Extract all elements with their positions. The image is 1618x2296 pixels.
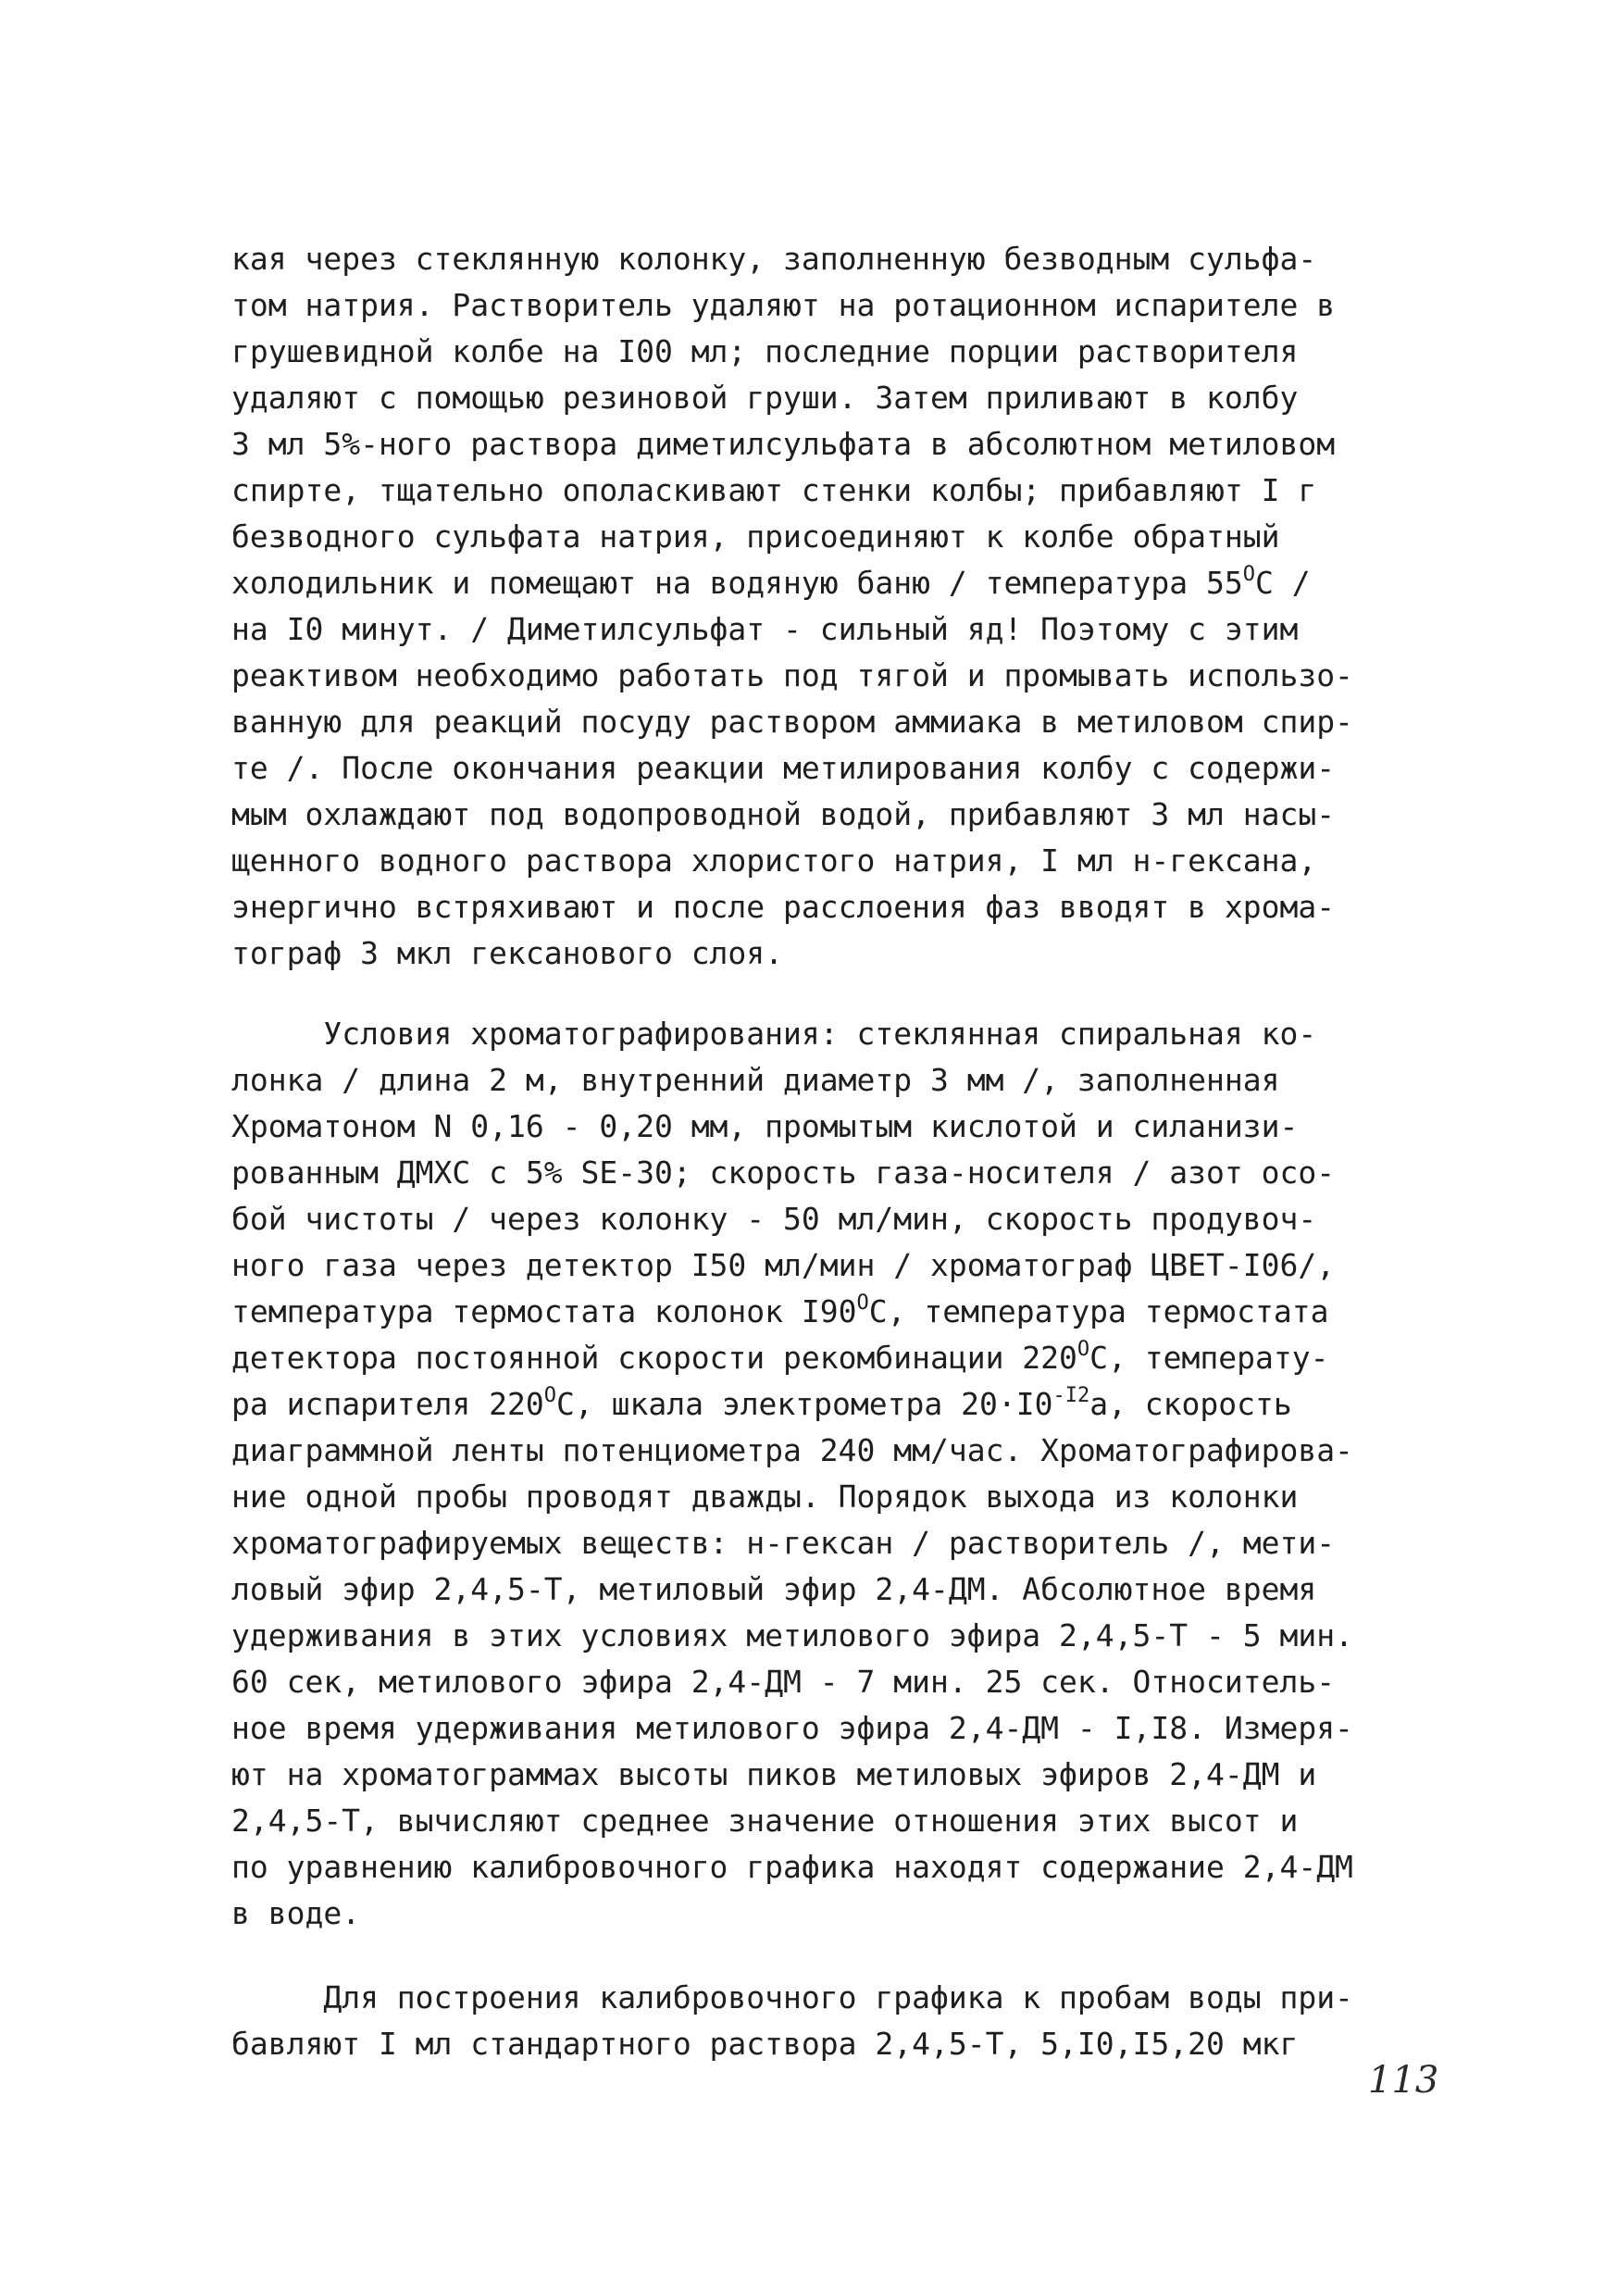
text-segment: C / <box>1254 565 1311 601</box>
text-line <box>231 1381 1425 1428</box>
text-line: безводного сульфата натрия, присоединяют к колбе обратный <box>231 518 1280 555</box>
paragraph-chromatography-conditions <box>231 1011 1425 1937</box>
paragraph-procedure <box>231 236 1425 977</box>
text-line: те /. После окончания реакции метилирования колбу с содержи- <box>231 750 1336 786</box>
text-line: ют на хроматограммах высоты пиков метиловых эфиров 2,4-ДМ и <box>231 1756 1317 1792</box>
text-line: диаграммной ленты потенциометра 240 мм/час. Хроматографирова- <box>231 1432 1353 1468</box>
text-line: рованным ДМХС с 5% SE-30; скорость газа-носителя / азот осо- <box>231 1154 1336 1191</box>
text-line: ние одной пробы проводят дважды. Порядок выхода из колонки <box>231 1479 1299 1515</box>
superscript: O <box>1077 1338 1090 1361</box>
text-line: бавляют I мл стандартного раствора 2,4,5-Т, 5,I0,I5,20 мкг <box>231 2026 1299 2062</box>
text-segment: C, шкала электрометра 20·I0 <box>556 1386 1053 1422</box>
text-line: Для построения калибровочного графика к пробам воды при- <box>231 1979 1353 2015</box>
text-line: энергично встряхивают и после расслоения фаз вводят в хрома- <box>231 889 1336 925</box>
text-line <box>231 560 1425 606</box>
text-line: в воде. <box>231 1895 361 1931</box>
text-line: том натрия. Растворитель удаляют на ротационном испарителе в <box>231 287 1336 323</box>
text-line: мым охлаждают под водопроводной водой, прибавляют 3 мл насы- <box>231 796 1336 832</box>
text-line: тограф 3 мкл гексанового слоя. <box>231 935 784 971</box>
text-segment: ра испарителя 220 <box>231 1386 544 1422</box>
text-line: ловый эфир 2,4,5-Т, метиловый эфир 2,4-ДМ. Абсолютное время <box>231 1571 1317 1607</box>
text-line: реактивом необходимо работать под тягой и промывать использо- <box>231 657 1353 693</box>
text-segment: a, скорость <box>1089 1386 1292 1422</box>
text-line: удерживания в этих условиях метилового эфира 2,4,5-Т - 5 мин. <box>231 1617 1353 1653</box>
text-line: кая через стеклянную колонку, заполненную безводным сульфа- <box>231 241 1317 277</box>
text-line: спирте, тщательно ополаскивают стенки колбы; прибавляют I г <box>231 472 1317 508</box>
text-line: 3 мл 5%-ного раствора диметилсульфата в абсолютном метиловом <box>231 426 1336 462</box>
text-line: 60 сек, метилового эфира 2,4-ДМ - 7 мин. 25 сек. Относитель- <box>231 1664 1336 1700</box>
text-line: удаляют с помощью резиновой груши. Затем приливают в колбу <box>231 380 1299 416</box>
text-line: щенного водного раствора хлористого натрия, I мл н-гексана, <box>231 842 1317 879</box>
page-number: 113 <box>1368 2059 1439 2102</box>
text-segment: C, температу- <box>1089 1340 1329 1376</box>
text-line: хроматографируемых веществ: н-гексан / растворитель /, мети- <box>231 1525 1336 1561</box>
text-segment: температура термостата колонок I90 <box>231 1293 857 1329</box>
text-line: на I0 минут. / Диметилсульфат - сильный яд! Поэтому с этим <box>231 611 1299 647</box>
superscript: -I2 <box>1052 1384 1090 1407</box>
text-segment: C, температура термостата <box>868 1293 1329 1329</box>
superscript: O <box>856 1292 869 1315</box>
text-line <box>231 1335 1425 1381</box>
superscript: O <box>543 1384 557 1407</box>
text-line: ванную для реакций посуду раствором аммиака в метиловом спир- <box>231 704 1353 740</box>
text-line: лонка / длина 2 м, внутренний диаметр 3 мм /, заполненная <box>231 1062 1280 1098</box>
text-line: по уравнению калибровочного графика находят содержание 2,4-ДМ <box>231 1849 1353 1885</box>
text-line: Хроматоном N 0,16 - 0,20 мм, промытым кислотой и силанизи- <box>231 1108 1299 1144</box>
text-line: Условия хроматографирования: стеклянная спиральная ко- <box>231 1016 1317 1052</box>
text-line: ное время удерживания метилового эфира 2,4-ДМ - I,I8. Измеря- <box>231 1710 1353 1746</box>
text-segment: детектора постоянной скорости рекомбинации 220 <box>231 1340 1077 1376</box>
text-line: ного газа через детектор I50 мл/мин / хроматограф ЦВЕТ-I06/, <box>231 1247 1336 1283</box>
text-line: 2,4,5-Т, вычисляют среднее значение отношения этих высот и <box>231 1803 1299 1839</box>
superscript: O <box>1242 563 1255 586</box>
text-line: грушевидной колбе на I00 мл; последние порции растворителя <box>231 333 1299 369</box>
text-line: бой чистоты / через колонку - 50 мл/мин, скорость продувоч- <box>231 1201 1317 1237</box>
text-line <box>231 1289 1425 1335</box>
text-segment: холодильник и помещают на водяную баню / температура 55 <box>231 565 1243 601</box>
paragraph-calibration <box>231 1975 1425 2067</box>
